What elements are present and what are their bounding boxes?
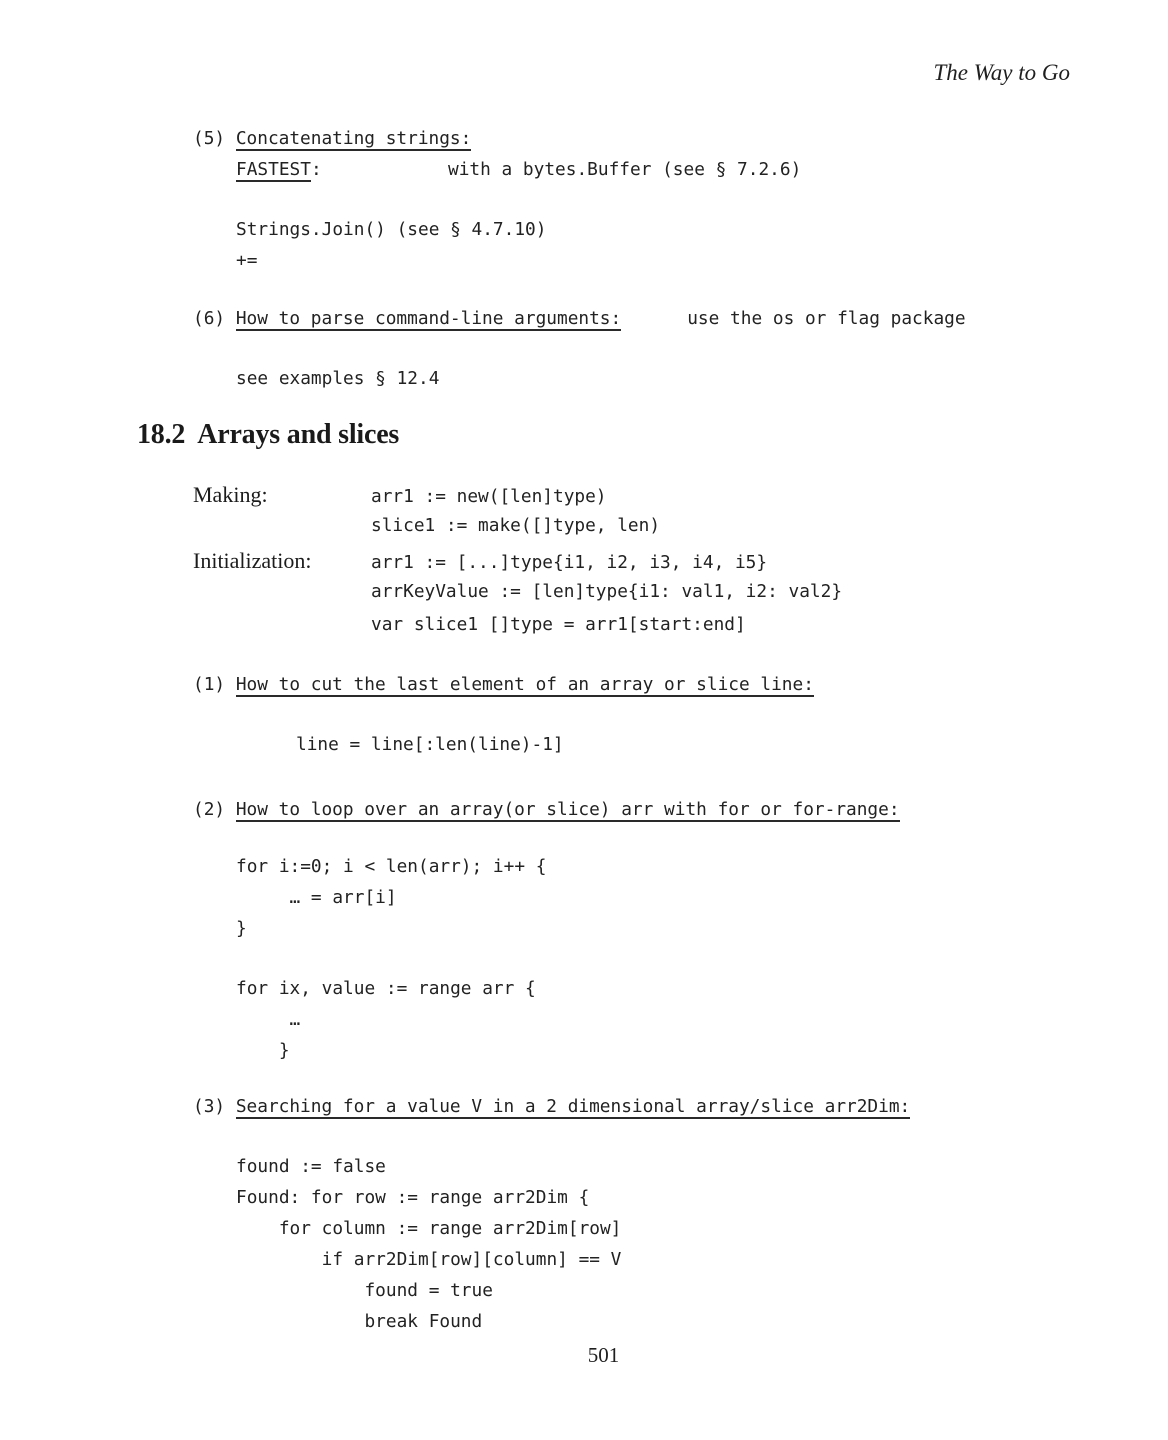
- section-number: 18.2: [137, 419, 186, 450]
- item2-title: How to loop over an array(or slice) arr with for or for-range:: [235, 799, 900, 820]
- item2-block: [193, 794, 1128, 1066]
- item3-title: Searching for a value V in a 2 dimensional array/slice arr2Dim:: [235, 1096, 911, 1117]
- init-code-1: arr1 := [...]type{i1, i2, i3, i4, i5}: [371, 552, 768, 573]
- fastest-label: FASTEST: [236, 159, 311, 180]
- decl-row-init-1: [193, 548, 1128, 581]
- code-line: for column := range arr2Dim[row]: [236, 1218, 622, 1239]
- fastest-colon: :: [310, 159, 322, 180]
- code-line: … = arr[i]: [236, 887, 397, 908]
- item3-title-line: [193, 1091, 1128, 1122]
- page-content: [137, 123, 1128, 1337]
- item6-title-line: [193, 303, 1128, 334]
- code-line: found := false: [236, 1156, 386, 1177]
- section-title: Arrays and slices: [197, 419, 400, 450]
- item5-plus-equals-line: +=: [236, 250, 258, 271]
- item1-title: How to cut the last element of an array or slice line:: [235, 674, 814, 695]
- decl-row-making-1: [193, 482, 1128, 515]
- code-line: for i:=0; i < len(arr); i++ {: [236, 856, 547, 877]
- item2-code-block-2: [193, 973, 1128, 1066]
- init-code-2: arrKeyValue := [len]type{i1: val1, i2: val2}: [371, 581, 843, 602]
- code-line: break Found: [236, 1311, 483, 1332]
- code-line: }: [236, 918, 247, 939]
- item5-join-line: Strings.Join() (see § 4.7.10): [236, 219, 547, 240]
- code-line: …: [236, 1009, 301, 1030]
- item6-number: (6): [193, 308, 236, 329]
- making-code-2: slice1 := make([]type, len): [371, 515, 661, 536]
- item5-fastest-line: [236, 154, 1128, 185]
- item2-number: (2): [193, 799, 236, 820]
- code-line: found = true: [236, 1280, 493, 1301]
- code-line: }: [236, 1040, 290, 1061]
- code-line: Found: for row := range arr2Dim {: [236, 1187, 590, 1208]
- item3-code-block: [193, 1151, 1128, 1337]
- item5-title-line: [193, 123, 1128, 154]
- item6-examples-line: see examples § 12.4: [236, 368, 440, 389]
- section-heading: [137, 416, 1128, 454]
- decl-row-making-2: [193, 515, 1128, 548]
- item3-number: (3): [193, 1096, 236, 1117]
- init-code-3: var slice1 []type = arr1[start:end]: [371, 614, 746, 635]
- declaration-table: [193, 482, 1128, 647]
- item1-number: (1): [193, 674, 236, 695]
- item1-block: [193, 669, 1128, 760]
- decl-row-init-2: [193, 581, 1128, 614]
- page-number: 501: [587, 1343, 620, 1367]
- item3-block: [193, 1091, 1128, 1337]
- decl-row-init-3: [193, 614, 1128, 647]
- fastest-note: with a bytes.Buffer (see § 7.2.6): [448, 159, 802, 180]
- code-line: if arr2Dim[row][column] == V: [236, 1249, 622, 1270]
- initialization-label: Initialization:: [193, 548, 312, 573]
- item5-title: Concatenating strings:: [235, 128, 472, 149]
- code-line: for ix, value := range arr {: [236, 978, 536, 999]
- item2-code-block-1: [193, 851, 1128, 944]
- item2-title-line: [193, 794, 1128, 825]
- making-code-1: arr1 := new([len]type): [371, 486, 607, 507]
- item6-note: use the os or flag package: [687, 308, 966, 329]
- running-header-book-title: The Way to Go: [933, 60, 1070, 85]
- item5-number: (5): [193, 128, 236, 149]
- item1-code-line: line = line[:len(line)-1]: [296, 734, 564, 755]
- fastest-cell: [236, 154, 448, 185]
- item6-title: How to parse command-line arguments:: [235, 308, 622, 329]
- item1-title-line: [193, 669, 1128, 700]
- making-label: Making:: [193, 482, 268, 507]
